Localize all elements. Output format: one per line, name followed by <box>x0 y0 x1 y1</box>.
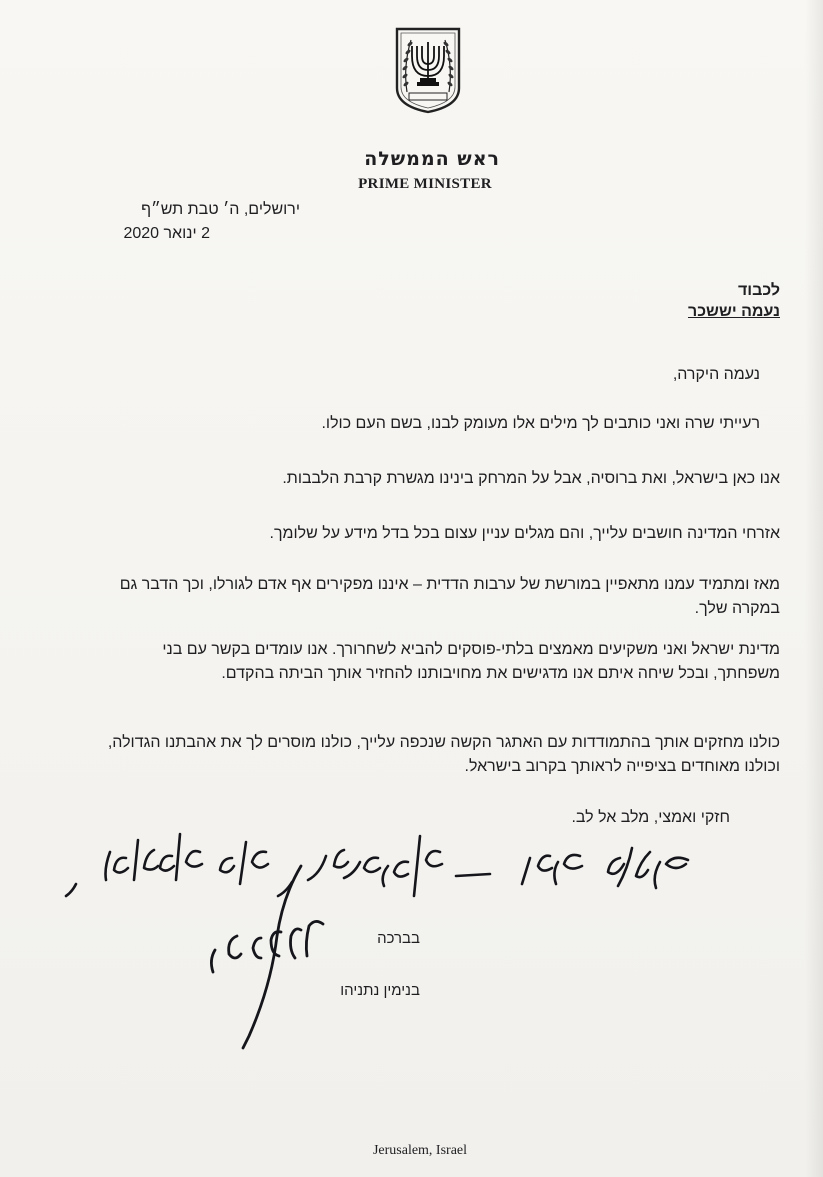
greeting: נעמה היקרה, <box>672 366 760 383</box>
dateline-hebrew: ירושלים, ה׳ טבת תש״ף <box>141 201 300 218</box>
letter-paragraph: מדינת ישראל ואני משקיעים מאמצים בלתי-פוסקים להביא לשחרורך. אנו עומדים בקשר עם בני משפחתך, ובכל שיחה איתם אנו מדגישים את מחויבותנו להחזיר אותך הביתה בהקדם. <box>162 641 780 682</box>
signer-name: בנימין נתניהו <box>340 982 420 999</box>
handwritten-note <box>60 822 700 932</box>
dateline-gregorian: 2 ינואר 2020 <box>123 225 210 242</box>
closing-line: חזקי ואמצי, מלב אל לב. <box>571 809 730 826</box>
recipient-label: לכבוד <box>737 282 780 299</box>
letter-paragraph: כולנו מחזקים אותך בהתמודדות עם האתגר הקשה שנכפה עלייך, כולנו מוסרים לך את אהבתנו הגדולה, וכולנו מאוחדים בציפייה לראותך בקרוב בישראל. <box>107 734 780 775</box>
page-edge-shadow <box>805 0 823 1177</box>
letter-paragraph: אזרחי המדינה חושבים עלייך, והם מגלים עניין עצום בכל בדל מידע על שלומך. <box>269 525 780 542</box>
letter-paragraph: מאז ומתמיד עמנו מתאפיין במורשת של ערבות הדדית – איננו מפקירים אף אדם לגורלו, וכך הדבר גם במקרה שלך. <box>119 576 780 617</box>
letter-paragraph: אנו כאן בישראל, ואת ברוסיה, אבל על המרחק בינינו מגשרת קרבת הלבבות. <box>282 470 780 487</box>
state-emblem-menorah-icon <box>393 26 463 114</box>
handwritten-signature <box>205 860 345 1050</box>
footer-location: Jerusalem, Israel <box>372 1143 468 1158</box>
office-title-hebrew: ראש הממשלה <box>364 148 500 170</box>
recipient-name: נעמה יששכר <box>687 303 780 320</box>
letter-paragraph: רעייתי שרה ואני כותבים לך מילים אלו מעומק לבנו, בשם העם כולו. <box>321 415 760 432</box>
office-title-english: PRIME MINISTER <box>358 176 492 192</box>
blessing-line: בברכה <box>377 930 420 947</box>
